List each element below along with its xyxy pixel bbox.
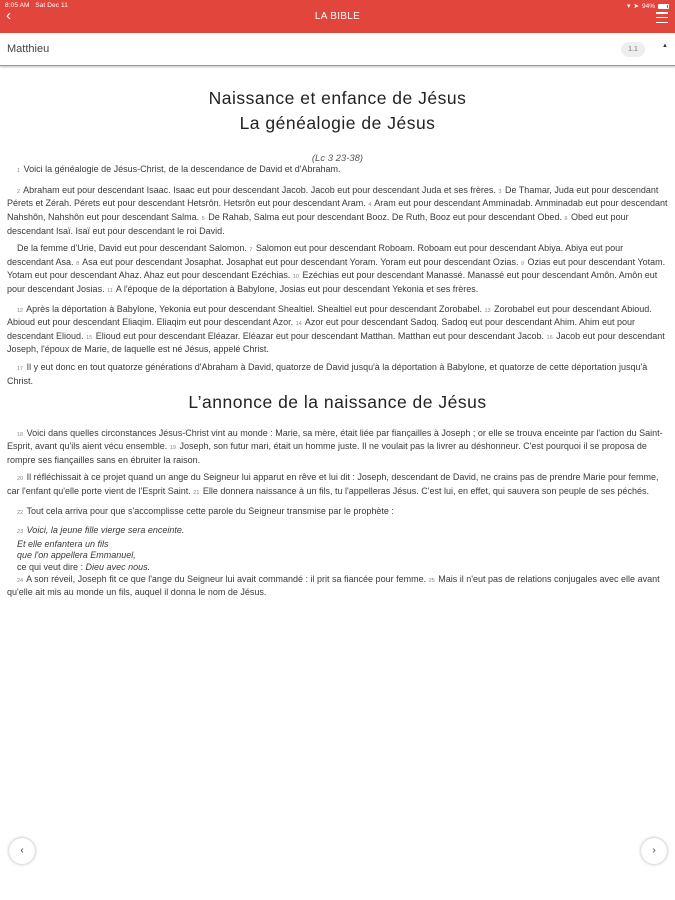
battery-level: 94% — [641, 2, 655, 10]
verse-text: Jacob eut pour descendant Joseph, l'époux de Marie, de laquelle est né Jésus, appelé Christ. — [7, 330, 665, 355]
paragraph — [7, 362, 668, 387]
status-time: 8:05 AM — [5, 2, 30, 9]
paragraph — [7, 428, 668, 467]
prophecy-quote — [7, 525, 668, 573]
verse-number[interactable]: 7 — [249, 247, 253, 254]
verse-number[interactable]: 20 — [17, 476, 24, 483]
status-bar-right — [627, 2, 669, 10]
status-date: Sat Dec 11 — [35, 2, 68, 9]
paragraph — [7, 506, 668, 520]
verse-text: Il y eut donc en tout quatorze générations d'Abraham à David, quatorze de David jusqu'à la déportation à Babylone, et quatorze de cette déportation jusqu'à Christ. — [7, 361, 648, 386]
verse-text: Aram eut pour descendant Amminadab. Amminadab eut pour descendant Nahshôn, Nahshôn eut pour descendant Salma. — [7, 198, 668, 222]
paragraph — [7, 185, 668, 237]
verse-text: Après la déportation à Babylone, Yekonia eut pour descendant Shealtiel. Shealtiel eut pour descendant Zorobabel. — [26, 303, 485, 314]
verse-text: Il réfléchissait à ce projet quand un ange du Seigneur lui apparut en rêve et lui dit : Joseph, descendant de David, ne crains pas de prendre Marie pour femme, car l'enfant qu'elle porte vient de l'Esprit Saint. — [7, 472, 659, 497]
paragraph — [7, 243, 668, 297]
verse-number[interactable]: 8 — [76, 260, 80, 267]
previous-chapter-button[interactable] — [9, 838, 35, 864]
verse-number[interactable]: 16 — [546, 334, 553, 341]
verse-text: A l'époque de la déportation à Babylone, Josias eut pour descendant Yekonia et ses frères. — [115, 283, 479, 294]
paragraph — [7, 304, 668, 356]
verse-text: De la femme d'Urie, David eut pour descendant Salomon. — [17, 243, 250, 254]
verse-number[interactable]: 2 — [17, 188, 21, 195]
verse-text: De Rahab, Salma eut pour descendant Booz. De Ruth, Booz eut pour descendant Obed. — [208, 211, 565, 222]
verse-number[interactable]: 1 — [17, 168, 21, 175]
verse-text: Elioud eut pour descendant Eléazar. Eléazar eut pour descendant Matthan. Matthan eut pour descendant Jacob. — [95, 330, 547, 341]
verse-text: Ezéchias eut pour descendant Manassé. Manassé eut pour descendant Amôn. Amôn eut pour descendant Josias. — [7, 270, 658, 294]
verse-text: Zorobabel eut pour descendant Abioud. Abioud eut pour descendant Eliaqim. Eliaqim eut pour descendant Azor. — [7, 303, 652, 328]
verse-number[interactable]: 5 — [201, 215, 205, 222]
section-heading: L’annonce de la naissance de Jésus — [188, 392, 487, 413]
chevron-up-icon: ▲ — [662, 43, 668, 49]
hamburger-icon-line — [656, 17, 668, 19]
location-icon: ➤ — [633, 3, 639, 10]
battery-icon — [658, 4, 669, 9]
quote-line: que l'on appellera Emmanuel, — [17, 550, 136, 561]
paragraph — [7, 164, 668, 178]
verse-text: Joseph, son futur mari, était un homme juste. Il ne voulait pas la livrer au déshonneur. C'est pourquoi il se proposa de rompre ses fiançailles sans en ébruiter la raison. — [7, 441, 647, 465]
verse-number[interactable]: 13 — [484, 307, 491, 314]
paragraph — [7, 574, 668, 599]
verse-text: Azor eut pour descendant Sadoq. Sadoq eut pour descendant Ahim. Ahim eut pour descendant Elioud. — [7, 317, 636, 341]
verse-text: Salomon eut pour descendant Roboam. Roboam eut pour descendant Abiya. Abiya eut pour descendant Asa. — [7, 243, 624, 267]
app-header — [0, 0, 675, 33]
verse-number[interactable]: 11 — [107, 287, 113, 294]
verse-text: De Thamar, Juda eut pour descendant Pérets et Zérah. Pérets eut pour descendant Hetsrôn. Hetsrôn eut pour descendant Aram. — [7, 184, 659, 209]
paragraph — [7, 472, 668, 499]
verse-text: Voici dans quelles circonstances Jésus-Christ vint au monde : Marie, sa mère, était liée par fiançailles à Joseph ; or elle se trouva enceinte par l'action du Saint-Esprit, avant qu'ils aient vécu ensemble. — [7, 427, 663, 452]
chapter-badge[interactable]: 1.1 — [621, 42, 645, 57]
verse-number[interactable]: 3 — [498, 188, 502, 195]
verse-text: Abraham eut pour descendant Isaac. Isaac eut pour descendant Jacob. Jacob eut pour descendant Juda et ses frères. — [23, 184, 499, 195]
verse-number[interactable]: 25 — [428, 577, 435, 584]
hamburger-icon-line — [656, 22, 668, 24]
major-heading: Naissance et enfance de Jésus — [208, 88, 467, 108]
chevron-right-icon: › — [652, 845, 656, 856]
app-title: LA BIBLE — [314, 11, 361, 22]
verse-number[interactable]: 9 — [520, 260, 525, 267]
verse-number[interactable]: 19 — [169, 445, 176, 452]
verse-number[interactable]: 22 — [17, 509, 24, 516]
verse-text: Elle donnera naissance à un fils, tu l'appelleras Jésus. C'est lui, en effet, qui sauvera son peuple de ses péchés. — [202, 486, 649, 497]
verse-number[interactable]: 10 — [292, 274, 299, 281]
collapse-toggle[interactable] — [662, 43, 668, 49]
verse-text: Asa eut pour descendant Josaphat. Josaphat eut pour descendant Yoram. Yoram eut pour descendant Ozias. — [82, 256, 521, 267]
quote-line: ce qui veut dire : Dieu avec nous. — [17, 562, 151, 573]
verse-number[interactable]: 24 — [17, 577, 24, 584]
menu-button[interactable] — [656, 12, 668, 23]
verse-number[interactable]: 4 — [368, 202, 372, 209]
verse-number[interactable]: 14 — [295, 321, 302, 328]
chevron-left-icon: ‹ — [6, 7, 11, 24]
hamburger-icon-line — [656, 12, 668, 14]
verse-text: Ozias eut pour descendant Yotam. Yotam eut pour descendant Ahaz. Ahaz eut pour descendant Ezéchias. — [7, 256, 666, 281]
verse-text: Mais il n'eut pas de relations conjugales avec elle avant qu'elle ait mis au monde un fils, auquel il donna le nom de Jésus. — [7, 573, 660, 598]
cross-reference[interactable]: (Lc 3 23-38) — [311, 153, 364, 165]
verse-number[interactable]: 12 — [17, 307, 24, 314]
quote-line: Et elle enfantera un fils — [17, 538, 109, 549]
verse-text: Voici la généalogie de Jésus-Christ, de la descendance de David et d'Abraham. — [23, 164, 341, 175]
book-selector[interactable]: Matthieu — [7, 43, 50, 55]
section-heading: La généalogie de Jésus — [239, 112, 436, 133]
verse-number[interactable]: 21 — [193, 490, 200, 497]
chevron-left-icon: ‹ — [20, 845, 24, 856]
verse-text: Tout cela arriva pour que s'accomplisse cette parole du Seigneur transmise par le prophète : — [26, 505, 394, 516]
verse-text: Obed eut pour descendant Isaï. Isaï eut pour descendant le roi David. — [7, 211, 629, 236]
quote-line: 23 Voici, la jeune fille vierge sera enceinte. — [17, 525, 185, 536]
verse-number[interactable]: 18 — [17, 431, 24, 438]
verse-text: A son réveil, Joseph fit ce que l'ange du Seigneur lui avait commandé : il prit sa fiancée pour femme. — [26, 573, 429, 584]
wifi-icon: ▾ — [627, 2, 631, 10]
verse-number: 23 — [17, 529, 24, 536]
next-chapter-button[interactable] — [641, 838, 667, 864]
verse-number[interactable]: 6 — [564, 215, 568, 222]
book-selector-bar — [0, 33, 675, 66]
verse-number[interactable]: 15 — [86, 334, 93, 341]
scripture-content — [0, 66, 675, 599]
verse-number[interactable]: 17 — [17, 365, 24, 372]
